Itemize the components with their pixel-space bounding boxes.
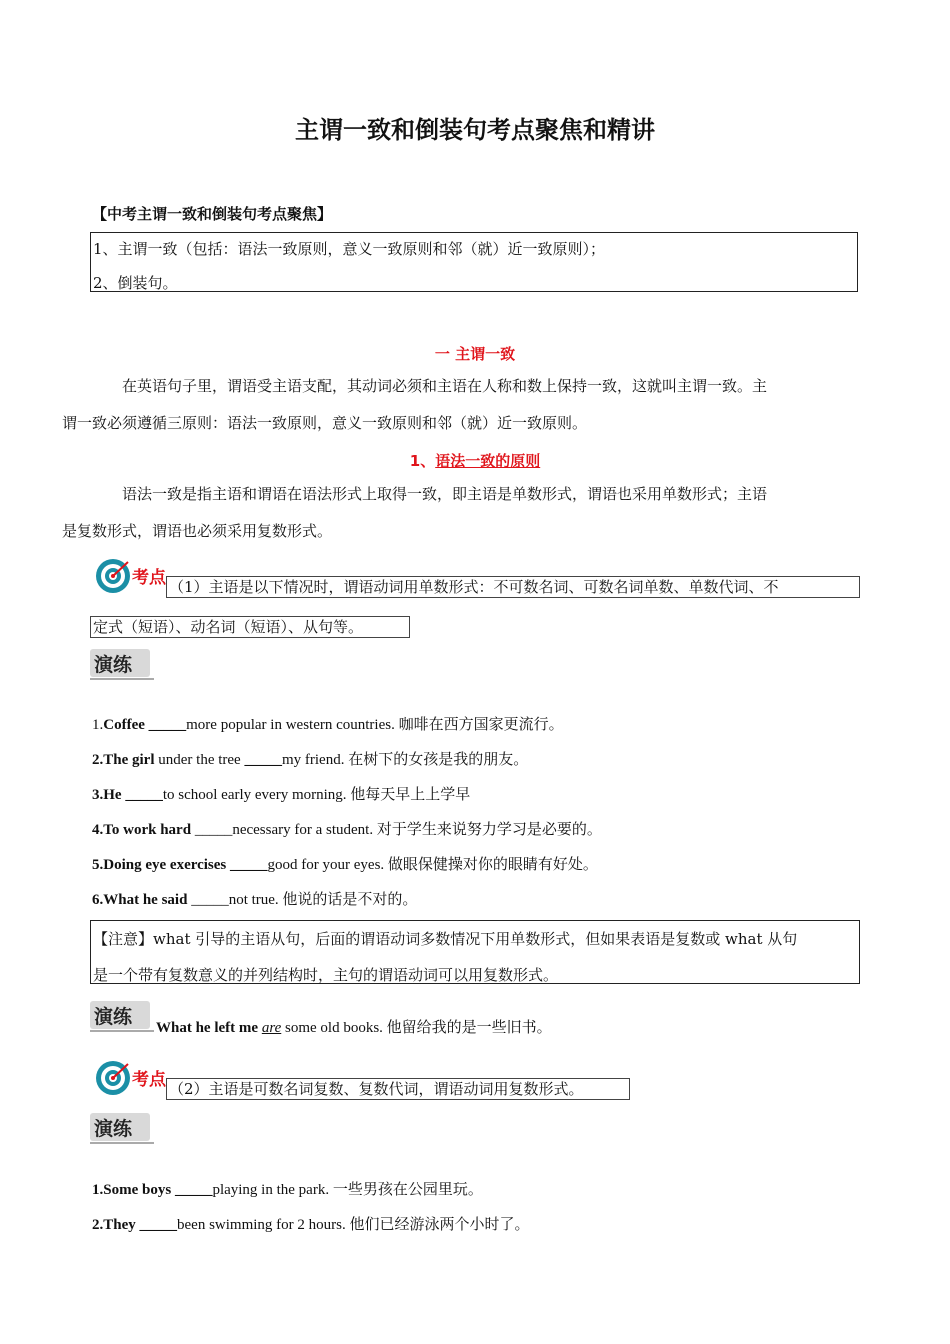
exercise-6: 6.What he said _____not true. 他说的话是不对的。 bbox=[92, 892, 418, 908]
point1-line1: （1）主语是以下情况时，谓语动词用单数形式：不可数名词、可数名词单数、单数代词、不 bbox=[166, 576, 860, 598]
yanlian-icon bbox=[90, 648, 154, 684]
exercise-4: 4.To work hard _____necessary for a student. 对于学生来说努力学习是必要的。 bbox=[92, 822, 602, 838]
point2: （2）主语是可数名词复数、复数代词，谓语动词用复数形式。 bbox=[166, 1078, 630, 1100]
yanlian-label: 演练 bbox=[94, 1118, 133, 1140]
intro-line-2: 谓一致必须遵循三原则：语法一致原则，意义一致原则和邻（就）近一致原则。 bbox=[62, 414, 588, 432]
sub-heading-num: 1、 bbox=[409, 452, 436, 470]
yanlian-icon bbox=[90, 1000, 154, 1036]
exercise-1: 1.Coffee _____more popular in western countries. 咖啡在西方国家更流行。 bbox=[92, 717, 564, 733]
page-title: 主谓一致和倒装句考点聚焦和精讲 bbox=[295, 116, 655, 144]
note-line-2: 是一个带有复数意义的并列结构时，主句的谓语动词可以用复数形式。 bbox=[93, 966, 559, 984]
section-heading: 一 主谓一致 bbox=[434, 345, 516, 363]
yanlian-label: 演练 bbox=[94, 654, 133, 676]
sub-intro bbox=[62, 476, 860, 550]
yanlian-icon bbox=[90, 1112, 154, 1148]
point1-line2: 定式（短语）、动名词（短语）、从句等。 bbox=[90, 616, 410, 638]
exercise-5: 5.Doing eye exercises _____good for your eyes. 做眼保健操对你的眼睛有好处。 bbox=[92, 857, 598, 873]
kaodian-label: 考点 bbox=[132, 568, 166, 588]
focus-item-1: 1、主谓一致（包括：语法一致原则，意义一致原则和邻（就）近一致原则）； bbox=[93, 240, 606, 258]
note-example: What he left me are some old books. 他留给我的是一些旧书。 bbox=[156, 1020, 552, 1036]
section-intro bbox=[62, 368, 860, 442]
note-line-1: 【注意】what 引导的主语从句，后面的谓语动词多数情况下用单数形式，但如果表语是复数或 what 从句 bbox=[93, 930, 798, 948]
focus-heading: 【中考主谓一致和倒装句考点聚焦】 bbox=[92, 205, 333, 223]
focus-item-2: 2、倒装句。 bbox=[93, 274, 178, 292]
kaodian-label: 考点 bbox=[132, 1070, 166, 1090]
focus-box bbox=[90, 232, 858, 292]
sub-intro-line-2: 是复数形式，谓语也必须采用复数形式。 bbox=[62, 522, 333, 540]
kaodian-icon bbox=[94, 1058, 166, 1102]
exercise-2-1: 1.Some boys _____playing in the park. 一些男孩在公园里玩。 bbox=[92, 1182, 483, 1198]
exercise-3: 3.He _____to school early every morning. 他每天早上上学早 bbox=[92, 787, 471, 803]
kaodian-icon bbox=[94, 556, 166, 600]
sub-heading bbox=[0, 450, 950, 471]
intro-line-1: 在英语句子里，谓语受主语支配，其动词必须和主语在人称和数上保持一致，这就叫主谓一致。主 bbox=[122, 377, 768, 395]
sub-heading-text: 语法一致的原则 bbox=[435, 452, 541, 470]
note-box bbox=[90, 920, 860, 984]
exercise-2: 2.The girl under the tree _____my friend. 在树下的女孩是我的朋友。 bbox=[92, 752, 529, 768]
yanlian-label: 演练 bbox=[94, 1006, 133, 1028]
exercise-2-2: 2.They _____been swimming for 2 hours. 他们已经游泳两个小时了。 bbox=[92, 1217, 530, 1233]
sub-intro-line-1: 语法一致是指主语和谓语在语法形式上取得一致，即主语是单数形式，谓语也采用单数形式；主语 bbox=[122, 485, 768, 503]
